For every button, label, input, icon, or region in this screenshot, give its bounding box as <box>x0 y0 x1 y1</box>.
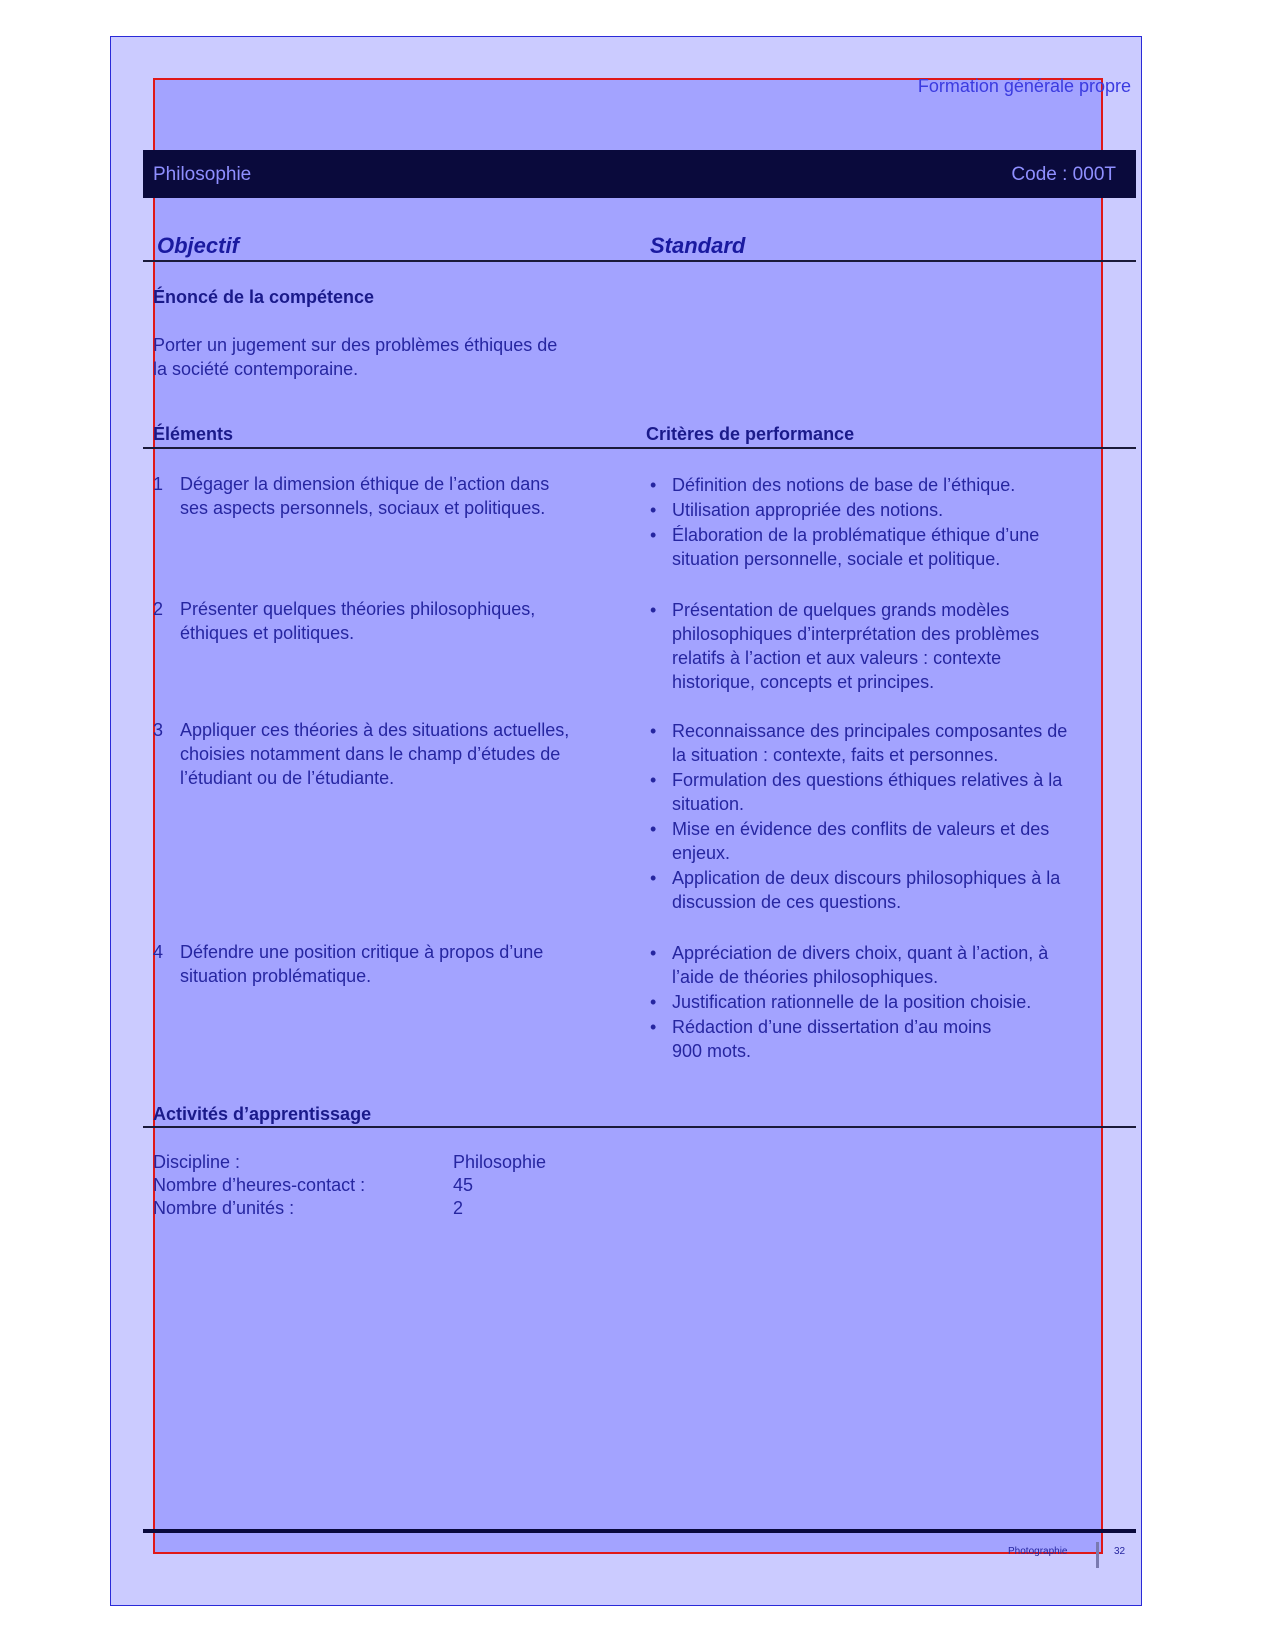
competence-heading: Énoncé de la compétence <box>153 287 375 307</box>
element-line: l’étudiant ou de l’étudiante. <box>180 768 395 788</box>
criterion-line: la situation : contexte, faits et personnes. <box>672 745 999 765</box>
units-value: 2 <box>453 1198 464 1218</box>
criterion-line: philosophiques d’interprétation des problèmes <box>672 624 1040 644</box>
criteria-list <box>650 719 1120 915</box>
element-number: 4 <box>153 942 164 962</box>
criterion-line: Utilisation appropriée des notions. <box>672 500 944 520</box>
criterion-item <box>650 941 1120 989</box>
rule-divider <box>143 260 1136 262</box>
footer-label: Photographie <box>1008 1546 1068 1557</box>
criterion-line: Élaboration de la problématique éthique d’une <box>672 525 1040 545</box>
footer-divider <box>1096 1542 1099 1568</box>
criterion-item <box>650 990 1120 1014</box>
criterion-item <box>650 523 1120 571</box>
element-number: 1 <box>153 474 164 494</box>
element-line: situation problématique. <box>180 966 372 986</box>
bullet-icon: • <box>650 500 657 520</box>
discipline-value: Philosophie <box>453 1152 547 1172</box>
competence-statement <box>153 333 557 381</box>
criterion-line: Rédaction d’une dissertation d’au moins <box>672 1017 992 1037</box>
bullet-icon: • <box>650 721 657 741</box>
element-line: Appliquer ces théories à des situations actuelles, <box>180 720 570 740</box>
criterion-line: situation personnelle, sociale et politique. <box>672 549 1001 569</box>
bullet-icon: • <box>650 1017 657 1037</box>
standard-heading: Standard <box>650 233 746 258</box>
criterion-item <box>650 866 1120 914</box>
criterion-item <box>650 1015 1120 1063</box>
bullet-icon: • <box>650 868 657 888</box>
bullet-icon: • <box>650 770 657 790</box>
element-line: choisies notamment dans le champ d’études de <box>180 744 561 764</box>
element-item <box>153 472 633 520</box>
criterion-line: Définition des notions de base de l’éthique. <box>672 475 1016 495</box>
criteria-list <box>650 598 1120 695</box>
criterion-line: enjeux. <box>672 843 731 863</box>
criterion-line: discussion de ces questions. <box>672 892 902 912</box>
units-row <box>153 1198 463 1219</box>
element-item <box>153 597 633 645</box>
element-line: Défendre une position critique à propos d’une <box>180 942 544 962</box>
discipline-row <box>153 1152 546 1173</box>
criterion-line: Présentation de quelques grands modèles <box>672 600 1010 620</box>
bullet-icon: • <box>650 525 657 545</box>
bullet-icon: • <box>650 992 657 1012</box>
element-number: 3 <box>153 720 164 740</box>
element-item <box>153 940 633 988</box>
criterion-item <box>650 473 1120 497</box>
rule-divider <box>143 447 1136 449</box>
criterion-item <box>650 498 1120 522</box>
criterion-line: 900 mots. <box>672 1041 752 1061</box>
hours-value: 45 <box>453 1175 474 1195</box>
element-line: éthiques et politiques. <box>180 623 355 643</box>
criterion-item <box>650 817 1120 865</box>
criteria-list <box>650 473 1120 572</box>
objective-heading: Objectif <box>157 233 239 258</box>
element-line: Dégager la dimension éthique de l’action dans <box>180 474 550 494</box>
footer-rule <box>143 1529 1136 1533</box>
bullet-icon: • <box>650 600 657 620</box>
criteria-list <box>650 941 1120 1064</box>
element-line: ses aspects personnels, sociaux et politiques. <box>180 498 546 518</box>
element-number: 2 <box>153 599 164 619</box>
bullet-icon: • <box>650 943 657 963</box>
hours-label: Nombre d’heures-contact : <box>153 1175 366 1195</box>
criterion-line: Reconnaissance des principales composantes de <box>672 721 1068 741</box>
running-header: Formation générale propre <box>917 76 1131 96</box>
rule-divider <box>143 1126 1136 1128</box>
criterion-item <box>650 598 1120 694</box>
criterion-line: Justification rationnelle de la position choisie. <box>672 992 1032 1012</box>
criteria-heading: Critères de performance <box>646 424 855 444</box>
bullet-icon: • <box>650 475 657 495</box>
title-bar <box>143 150 1136 198</box>
criterion-line: relatifs à l’action et aux valeurs : contexte <box>672 648 1002 668</box>
competence-line: la société contemporaine. <box>153 359 359 379</box>
hours-row <box>153 1175 473 1196</box>
criterion-line: Formulation des questions éthiques relatives à la <box>672 770 1063 790</box>
discipline-title: Philosophie <box>153 164 252 185</box>
criterion-line: situation. <box>672 794 745 814</box>
criterion-item <box>650 768 1120 816</box>
criterion-line: historique, concepts et principes. <box>672 672 935 692</box>
elements-heading: Éléments <box>153 424 234 444</box>
discipline-label: Discipline : <box>153 1152 241 1172</box>
activities-heading: Activités d’apprentissage <box>153 1104 372 1124</box>
criterion-item <box>650 719 1120 767</box>
criterion-line: l’aide de théories philosophiques. <box>672 967 939 987</box>
page-number: 32 <box>1114 1546 1126 1557</box>
element-item <box>153 718 633 790</box>
criterion-line: Appréciation de divers choix, quant à l’action, à <box>672 943 1049 963</box>
bullet-icon: • <box>650 819 657 839</box>
element-line: Présenter quelques théories philosophiques, <box>180 599 536 619</box>
criterion-line: Mise en évidence des conflits de valeurs et des <box>672 819 1050 839</box>
course-code: Code : 000T <box>1011 164 1116 185</box>
criterion-line: Application de deux discours philosophiques à la <box>672 868 1061 888</box>
competence-line: Porter un jugement sur des problèmes éthiques de <box>153 335 558 355</box>
units-label: Nombre d’unités : <box>153 1198 295 1218</box>
